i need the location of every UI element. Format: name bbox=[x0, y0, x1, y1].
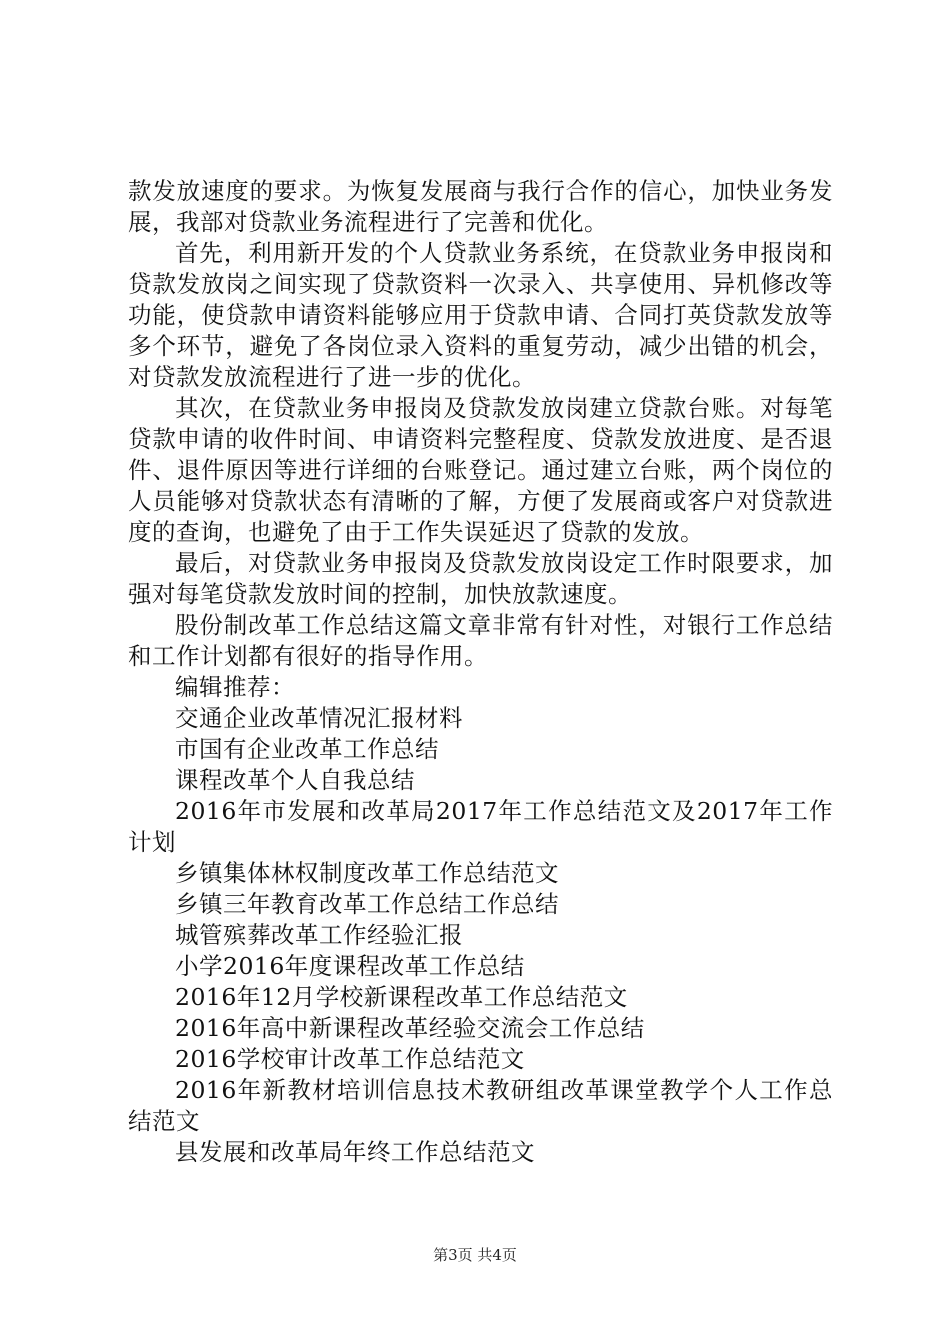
recommend-link[interactable]: 2016学校审计改革工作总结范文 bbox=[175, 1045, 525, 1073]
paragraph-second: 其次，在贷款业务申报岗及贷款发放岗建立贷款台账。对每笔贷款申请的收件时间、申请资料完整程度、贷款发放进度、是否退件、退件原因等进行详细的台账登记。通过建立台账，两个岗位的人员能够对贷款状态有清晰的了解，方便了发展商或客户对贷款进度的查询，也避免了由于工作失误延迟了贷款的发放。 bbox=[128, 394, 833, 546]
recommend-link[interactable]: 乡镇集体林权制度改革工作总结范文 bbox=[175, 859, 559, 887]
recommend-link[interactable]: 2016年市发展和改革局2017年工作总结范文及2017年工作计划 bbox=[128, 797, 833, 856]
recommend-link[interactable]: 市国有企业改革工作总结 bbox=[175, 735, 439, 763]
recommend-link[interactable]: 2016年高中新课程改革经验交流会工作总结 bbox=[175, 1014, 645, 1042]
recommend-link[interactable]: 乡镇三年教育改革工作总结工作总结 bbox=[175, 890, 559, 918]
paragraph-article-note: 股份制改革工作总结这篇文章非常有针对性，对银行工作总结和工作计划都有很好的指导作用。 bbox=[128, 611, 833, 670]
recommend-link[interactable]: 城管殡葬改革工作经验汇报 bbox=[175, 921, 463, 949]
recommend-link[interactable]: 小学2016年度课程改革工作总结 bbox=[175, 952, 525, 980]
recommend-link[interactable]: 2016年12月学校新课程改革工作总结范文 bbox=[175, 983, 628, 1011]
recommend-link[interactable]: 2016年新教材培训信息技术教研组改革课堂教学个人工作总结范文 bbox=[128, 1076, 833, 1135]
recommend-link[interactable]: 课程改革个人自我总结 bbox=[175, 766, 415, 794]
recommend-link[interactable]: 交通企业改革情况汇报材料 bbox=[175, 704, 463, 732]
recommend-link[interactable]: 县发展和改革局年终工作总结范文 bbox=[175, 1138, 535, 1166]
document-body bbox=[128, 176, 833, 1168]
paragraph-first: 首先，利用新开发的个人贷款业务系统，在贷款业务申报岗和贷款发放岗之间实现了贷款资料一次录入、共享使用、异机修改等功能，使贷款申请资料能够应用于贷款申请、合同打英贷款发放等多个环节，避免了各岗位录入资料的重复劳动，减少出错的机会，对贷款发放流程进行了进一步的优化。 bbox=[128, 239, 833, 391]
page-number-footer: 第3页 共4页 bbox=[433, 1246, 517, 1264]
editor-recommend-heading: 编辑推荐： bbox=[175, 673, 295, 701]
paragraph-intro-continuation: 款发放速度的要求。为恢复发展商与我行合作的信心，加快业务发展，我部对贷款业务流程进行了完善和优化。 bbox=[128, 177, 833, 236]
paragraph-last: 最后，对贷款业务申报岗及贷款发放岗设定工作时限要求，加强对每笔贷款发放时间的控制，加快放款速度。 bbox=[128, 549, 833, 608]
